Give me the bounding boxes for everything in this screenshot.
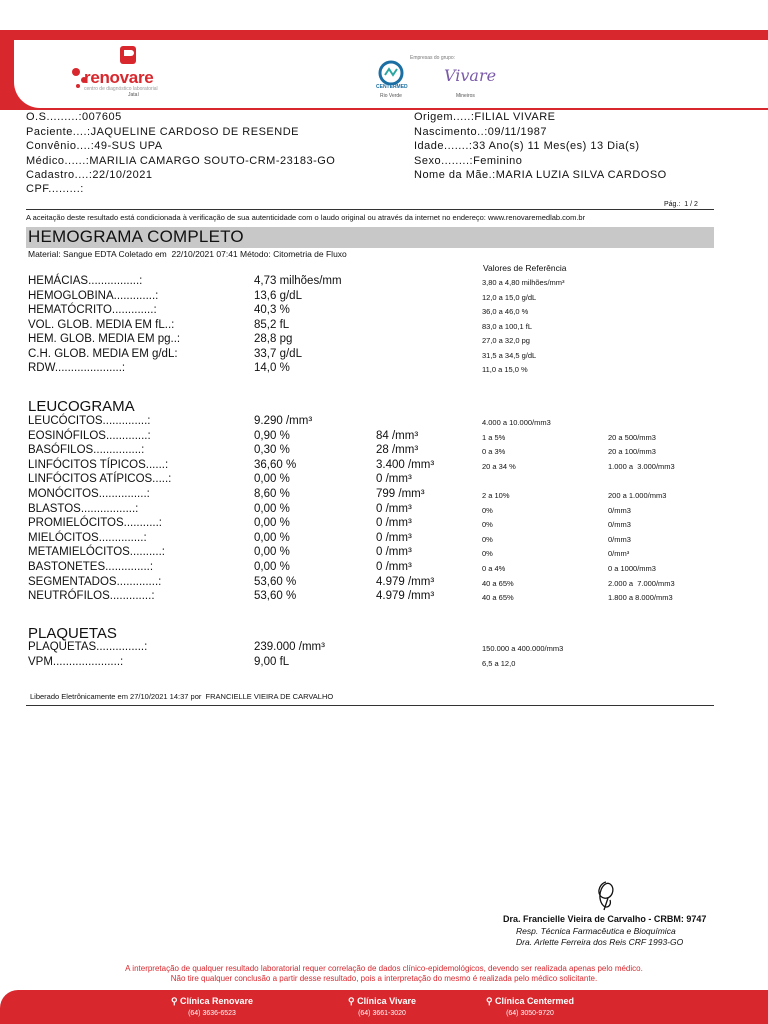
absolute-value: 0 /mm³: [376, 531, 412, 544]
cadastro-label: Cadastro....:: [26, 169, 93, 181]
result-value: 0,00 %: [254, 546, 290, 559]
nascimento-label: Nascimento..:: [414, 126, 488, 138]
absolute-reference: 0/mm3: [608, 534, 631, 544]
absolute-value: 4.979 /mm³: [376, 575, 435, 588]
cpf-label: CPF.........:: [26, 183, 84, 195]
signature-secondary: Dra. Arlette Ferreira dos Reis CRF 1993-GO: [516, 937, 684, 947]
result-label: NEUTRÓFILOS.............:: [28, 590, 155, 603]
location-pin-icon: ⚲: [170, 996, 181, 1006]
medico-line: [26, 155, 335, 167]
signature-icon: [588, 878, 628, 914]
result-row: [28, 275, 718, 289]
release-note: Liberado Eletrônicamente em 27/10/2021 14:37 por FRANCIELLE VIEIRA DE CARVALHO: [30, 692, 334, 701]
reference-value: 36,0 a 46,0 %: [482, 307, 529, 316]
absolute-value: 799 /mm³: [376, 488, 425, 500]
result-row: [28, 576, 718, 590]
result-value: 239.000 /mm³: [254, 641, 325, 653]
result-row: [28, 430, 718, 444]
result-row: [28, 517, 718, 531]
reference-value: 150.000 a 400.000/mm3: [482, 644, 564, 653]
leucograma-title: LEUCOGRAMA: [28, 398, 135, 415]
reference-header: Valores de Referência: [483, 263, 567, 273]
reference-value: 27,0 a 32,0 pg: [482, 336, 530, 345]
absolute-reference: 20 a 100/mm3: [608, 447, 656, 457]
group-label: Empresas do grupo:: [410, 55, 456, 61]
result-label: MIELÓCITOS..............:: [28, 531, 147, 544]
vivare-logo: Vivare: [444, 66, 497, 85]
reference-value: 0 a 4%: [482, 564, 506, 573]
result-label: LEUCÓCITOS..............:: [28, 415, 151, 427]
absolute-value: 0 /mm³: [376, 502, 412, 515]
patient-name: JAQUELINE CARDOSO DE RESENDE: [90, 126, 299, 138]
absolute-reference: 0/mm³: [608, 549, 630, 559]
mae-value: MARIA LUZIA SILVA CARDOSO: [495, 169, 667, 181]
result-row: [28, 641, 718, 655]
idade-line: [414, 140, 640, 152]
result-row: [28, 590, 718, 604]
footer-clinic-vivare: [307, 996, 457, 1017]
result-label: HEMÁCIAS................:: [28, 275, 143, 287]
result-row: [28, 348, 718, 362]
vivare-city: Mineiros: [456, 93, 475, 99]
os-line: [26, 111, 122, 123]
result-label: BASÓFILOS...............:: [28, 444, 145, 457]
result-label: VOL. GLOB. MEDIA EM fL..:: [28, 318, 175, 331]
absolute-value: 4.979 /mm³: [376, 590, 435, 603]
clinic-phone: (64) 3661-3020: [358, 1010, 406, 1017]
result-value: 0,00 %: [254, 517, 290, 530]
sexo-line: [414, 155, 522, 167]
result-value: 53,60 %: [254, 575, 297, 588]
patient-line: [26, 126, 299, 138]
patient-label: Paciente....:: [26, 126, 91, 138]
clinic-phone: (64) 3636-6523: [188, 1010, 236, 1017]
result-label: MONÓCITOS...............:: [28, 488, 150, 500]
reference-value: 0%: [482, 534, 493, 544]
result-label: HEM. GLOB. MEDIA EM pg..:: [28, 333, 181, 345]
result-row: [28, 290, 718, 304]
clinic-name: Clínica Vivare: [357, 996, 416, 1006]
footer-clinic-renovare: [137, 996, 287, 1017]
convenio-label: Convênio....:: [26, 140, 95, 152]
result-label: PROMIELÓCITOS...........:: [28, 517, 162, 530]
reference-value: 0 a 3%: [482, 447, 506, 457]
footer-clinic-centermed: [455, 996, 605, 1017]
absolute-reference: 20 a 500/mm3: [608, 432, 656, 442]
result-value: 0,00 %: [254, 502, 290, 515]
medico-value: MARILIA CAMARGO SOUTO-CRM-23183-GO: [89, 155, 336, 167]
result-row: [28, 561, 718, 575]
reference-value: 31,5 a 34,5 g/dL: [482, 350, 537, 360]
result-label: LINFÓCITOS ATÍPICOS.....:: [28, 473, 172, 486]
cadastro-value: 22/10/2021: [92, 169, 153, 181]
plaquetas-title: PLAQUETAS: [28, 625, 117, 642]
cadastro-line: [26, 169, 152, 181]
footer-warning-1: A interpretação de qualquer resultado laboratorial requer correlação de dados clínico-epidemológicos, devendo ser realizada apenas pelo médico.: [125, 964, 643, 973]
absolute-value: 84 /mm³: [376, 429, 419, 442]
brand-name: renovare: [84, 68, 154, 87]
reference-value: 4.000 a 10.000/mm3: [482, 418, 551, 427]
result-value: 9,00 fL: [254, 655, 290, 668]
signature-name: Dra. Francielle Vieira de Carvalho - CRBM: 9747: [503, 914, 707, 924]
mae-line: [414, 169, 667, 181]
result-row: [28, 415, 718, 429]
reference-value: 0%: [482, 549, 493, 559]
result-label: C.H. GLOB. MEDIA EM g/dL:: [28, 347, 178, 360]
result-label: BASTONETES..............:: [28, 561, 154, 573]
idade-value: 33 Ano(s) 11 Mes(es) 13 Dia(s): [472, 140, 640, 152]
result-label: HEMOGLOBINA.............:: [28, 289, 159, 302]
signature-role: Resp. Técnica Farmacêutica e Bioquímica: [516, 926, 676, 936]
result-row: [28, 444, 718, 458]
reference-value: 11,0 a 15,0 %: [482, 365, 528, 374]
nascimento-value: 09/11/1987: [487, 126, 547, 138]
footer-warning-2: Não tire qualquer conclusão a partir desse resultado, pois a interpretação do mesmo é realizada pelo médico solicitante.: [170, 974, 598, 983]
result-label: PLAQUETAS...............:: [28, 641, 148, 653]
os-value: 007605: [82, 111, 122, 123]
result-value: 4,73 milhões/mm: [254, 275, 342, 287]
medico-label: Médico......:: [26, 155, 90, 167]
reference-value: 6,5 a 12,0: [482, 658, 516, 668]
result-row: [28, 459, 718, 473]
absolute-value: 0 /mm³: [376, 561, 412, 573]
result-label: METAMIELÓCITOS..........:: [28, 546, 165, 559]
result-value: 36,60 %: [254, 458, 297, 471]
result-value: 28,8 pg: [254, 333, 293, 345]
result-value: 0,00 %: [254, 531, 290, 544]
result-label: HEMATÓCRITO.............:: [28, 304, 157, 316]
absolute-value: 28 /mm³: [376, 444, 419, 457]
absolute-value: 0 /mm³: [376, 473, 412, 486]
result-value: 0,30 %: [254, 444, 290, 457]
result-row: [28, 473, 718, 487]
clinic-name: Clínica Renovare: [180, 996, 254, 1006]
result-value: 0,90 %: [254, 429, 290, 442]
result-label: LINFÓCITOS TÍPICOS......:: [28, 458, 169, 471]
cpf-line: [26, 183, 84, 195]
result-row: [28, 503, 718, 517]
release-divider: [26, 705, 714, 706]
result-row: [28, 488, 718, 502]
result-row: [28, 532, 718, 546]
origem-line: [414, 111, 556, 123]
convenio-line: [26, 140, 163, 152]
authenticity-notice: A aceitação deste resultado está condicionada à verificação de sua autenticidade com o laudo original ou através da internet no endereço: www.renovaremedlab.com.br: [26, 213, 586, 222]
reference-value: 0%: [482, 505, 493, 515]
reference-value: 20 a 34 %: [482, 461, 516, 471]
origem-label: Origem.....:: [414, 111, 475, 123]
sexo-value: Feminino: [473, 155, 523, 167]
location-pin-icon: ⚲: [485, 996, 496, 1006]
result-row: [28, 319, 718, 333]
result-row: [28, 333, 718, 347]
exam-title: HEMOGRAMA COMPLETO: [28, 227, 244, 246]
absolute-value: 0 /mm³: [376, 517, 412, 530]
result-label: SEGMENTADOS.............:: [28, 575, 162, 588]
result-value: 9.290 /mm³: [254, 415, 313, 427]
result-label: VPM.....................:: [28, 655, 124, 668]
convenio-value: 49-SUS UPA: [94, 140, 163, 152]
result-row: [28, 656, 718, 670]
reference-value: 1 a 5%: [482, 432, 506, 442]
absolute-reference: 200 a 1.000/mm3: [608, 491, 667, 500]
clinic-phone: (64) 3050-9720: [506, 1010, 554, 1017]
nascimento-line: [414, 126, 547, 138]
result-row: [28, 546, 718, 560]
brand-subtitle: centro de diagnóstico laboratorial: [84, 86, 158, 92]
absolute-value: 0 /mm³: [376, 546, 412, 559]
clinic-name: Clínica Centermed: [495, 996, 575, 1006]
exam-material: Material: Sangue EDTA Coletado em 22/10/2021 07:41 Método: Citometria de Fluxo: [28, 249, 347, 259]
result-value: 33,7 g/dL: [254, 347, 302, 360]
result-value: 13,6 g/dL: [254, 289, 302, 302]
reference-value: 0%: [482, 520, 493, 530]
reference-value: 40 a 65%: [482, 593, 514, 603]
centermed-city: Rio Verde: [380, 93, 402, 99]
result-value: 0,00 %: [254, 561, 290, 573]
absolute-reference: 1.000 a 3.000/mm3: [608, 461, 675, 471]
os-label: O.S.........:: [26, 111, 83, 123]
page-indicator: Pág.: 1 / 2: [664, 201, 698, 208]
absolute-value: 3.400 /mm³: [376, 458, 435, 471]
result-label: EOSINÓFILOS.............:: [28, 429, 151, 442]
sexo-label: Sexo........:: [414, 155, 474, 167]
header-divider: [26, 209, 714, 210]
result-value: 40,3 %: [254, 304, 290, 316]
absolute-reference: 1.800 a 8.000/mm3: [608, 593, 673, 603]
reference-value: 3,80 a 4,80 milhões/mm³: [482, 278, 565, 287]
result-value: 8,60 %: [254, 488, 290, 500]
result-value: 85,2 fL: [254, 318, 290, 331]
idade-label: Idade.......:: [414, 140, 473, 152]
origem-value: FILIAL VIVARE: [474, 111, 556, 123]
result-value: 53,60 %: [254, 590, 297, 603]
reference-value: 40 a 65%: [482, 578, 514, 588]
reference-value: 83,0 a 100,1 fL: [482, 321, 533, 331]
result-label: RDW.....................:: [28, 362, 126, 374]
centermed-name: CENTERMED: [376, 84, 408, 90]
absolute-reference: 0/mm3: [608, 520, 631, 530]
result-value: 0,00 %: [254, 473, 290, 486]
result-value: 14,0 %: [254, 362, 290, 374]
reference-value: 12,0 a 15,0 g/dL: [482, 292, 537, 302]
result-row: [28, 362, 718, 376]
brand-city: Jataí: [128, 92, 139, 98]
absolute-reference: 0 a 1000/mm3: [608, 564, 656, 573]
absolute-reference: 0/mm3: [608, 505, 631, 515]
reference-value: 2 a 10%: [482, 491, 510, 500]
absolute-reference: 2.000 a 7.000/mm3: [608, 578, 675, 588]
mae-label: Nome da Mãe.:: [414, 169, 496, 181]
result-label: BLASTOS.................:: [28, 502, 139, 515]
result-row: [28, 304, 718, 318]
location-pin-icon: ⚲: [348, 996, 358, 1006]
